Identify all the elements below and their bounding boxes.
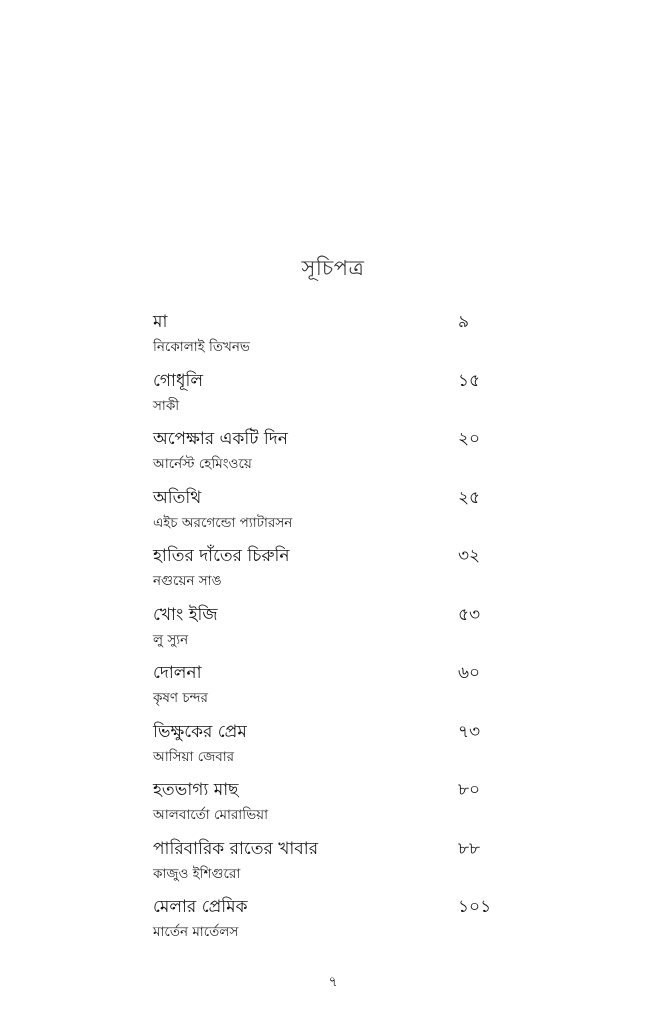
entry-title: মেলার প্রেমিক — [153, 897, 248, 917]
toc-entry — [153, 837, 498, 896]
toc-entry — [153, 778, 498, 837]
entry-author: আসিয়া জেবার — [153, 748, 235, 765]
entry-author: কৃষণ চন্দর — [153, 690, 208, 706]
page-number-footer: ৭ — [328, 974, 338, 990]
entry-page-number: ৭৩ — [458, 721, 481, 742]
toc-entry — [153, 544, 498, 603]
entry-page-number: ৮৮ — [458, 838, 481, 859]
entry-author: মার্তেন মার্তেলস — [153, 924, 239, 940]
entry-page-number: ১০১ — [458, 897, 492, 917]
entry-author: নগুয়েন সাঙ — [153, 573, 222, 589]
entry-author: সাকী — [153, 397, 180, 414]
entry-page-number: ৮০ — [458, 780, 481, 800]
toc-entry — [153, 310, 498, 369]
toc-entry — [153, 661, 498, 720]
entry-title: গোধূলি — [153, 370, 204, 391]
entry-title: অপেক্ষার একটি দিন — [153, 429, 288, 449]
entry-page-number: ৯ — [458, 312, 470, 332]
toc-entry — [153, 895, 498, 954]
entry-title: খোং ইজি — [153, 604, 218, 625]
entry-title: হতভাগ্য মাছ — [153, 780, 239, 800]
entry-author: এইচ অরগেন্ডো প্যাটারসন — [153, 514, 293, 531]
entry-page-number: ২০ — [458, 429, 481, 449]
toc-entry — [153, 486, 498, 545]
entry-title: মা — [153, 312, 168, 332]
entry-author: কাজুও ইশিগুরো — [153, 865, 241, 882]
entry-page-number: ৬০ — [458, 663, 481, 683]
entry-title: অতিথি — [153, 487, 202, 508]
entry-title: পারিবারিক রাতের খাবার — [153, 838, 319, 859]
toc-entry — [153, 427, 498, 486]
entry-title: দোলনা — [153, 663, 202, 683]
toc-list — [153, 310, 498, 954]
toc-entry — [153, 603, 498, 662]
entry-author: লু স্যুন — [153, 631, 189, 648]
entry-title: হাতির দাঁতের চিরুনি — [153, 546, 290, 566]
entry-page-number: ২৫ — [458, 487, 481, 508]
entry-author: আর্নেস্ট হেমিংওয়ে — [153, 456, 252, 472]
entry-page-number: ১৫ — [458, 370, 481, 391]
entry-author: নিকোলাই তিখনভ — [153, 339, 250, 355]
toc-entry — [153, 369, 498, 428]
toc-heading: সূচিপত্র — [301, 256, 365, 280]
toc-entry — [153, 720, 498, 779]
entry-author: আলবার্তো মোরাভিয়া — [153, 807, 269, 823]
entry-page-number: ৩২ — [458, 546, 481, 566]
entry-title: ভিক্ষুকের প্রেম — [153, 721, 247, 742]
entry-page-number: ৫৩ — [458, 604, 481, 625]
